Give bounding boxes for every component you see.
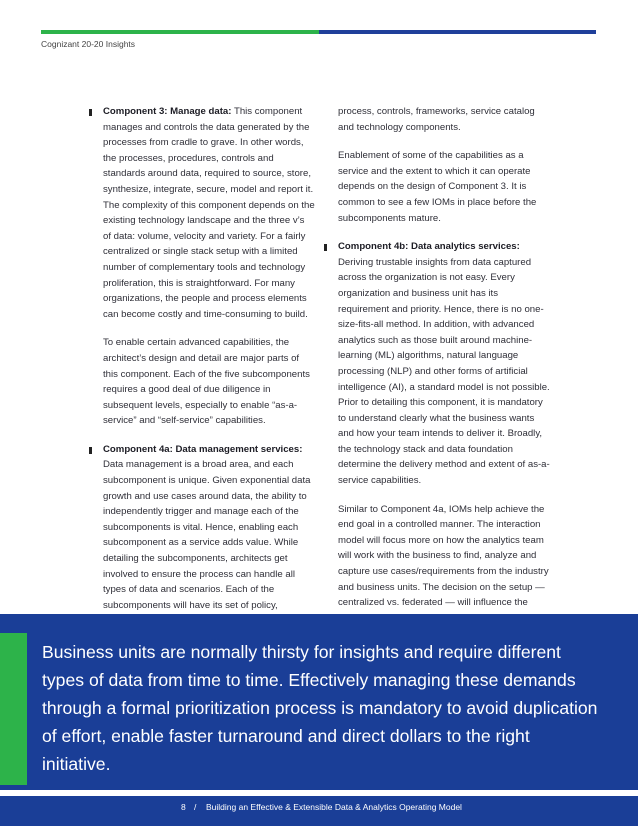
component3-body: This component manages and controls the data generated by the processes from cradle to grave. In other words, the processes, procedures, controls and standards around data, required to source, store, synthesize, integrate, secure, model and report it. The complexity of this component depends on the existing technology landscape and the three v’s of data: volume, velocity and variety. For a fairly centralized or single stack setup with a limited number of complementary tools and technology proliferation, this is straightforward. For many organizations, the people and process elements can become costly and time-consuming to build. [103,106,315,320]
top-accent-blue [319,30,596,34]
component4b-paragraph [338,239,550,489]
component4a-heading: Component 4a: Data management services: [103,443,303,455]
page-number: 8 [181,802,186,812]
component4b-body: Deriving trustable insights from data captured across the organization is not easy. Every organization and business unit has its requirement and priority. Hence, there is no one-size-fits-all method. In addition, with advanced analytics such as those built around machine-learning (ML) algorithms, natural language processing (NLP) and other forms of artificial intelligence (AI), a standard model is not possible. Prior to detailing this component, it is mandatory to understand clearly what the business wants and how your team intends to deliver it. Broadly, the technology stack and data foundation determine the delivery method and extent of as-a-service capabilities. [338,256,550,487]
enablement-paragraph: Enablement of some of the capabilities as a service and the extent to which it can operate depends on the design of Component 3. It is common to see a few IOMs in place before the subcomponents mature. [338,150,537,224]
pull-quote-box [0,614,638,790]
header-brand: Cognizant 20-20 Insights [41,39,136,49]
footer-title: Building an Effective & Extensible Data & Analytics Operating Model [206,802,462,812]
component4a-paragraph [103,442,315,614]
component4a-body: Data management is a broad area, and each subcomponent is unique. Given exponential data growth and use cases around data, the ability to independently trigger and manage each of the subcomponents is vital. Hence, enabling each subcomponent as a service adds value. While detailing the subcomponents, architects get involved to ensure the process can handle all types of data and scenarios. Each of the subcomponents will have its set of policy, [103,459,311,611]
component4b-heading: Component 4b: Data analytics services: [338,241,520,253]
similar-paragraph: Similar to Component 4a, IOMs help achieve the end goal in a controlled manner. The interaction model will focus more on how the analytics team will work with the business to find, analyze and capture use cases/requirements from the industry and business units. The decision on the setup — centralized vs. federated — will influence the [338,503,549,609]
component3-heading: Component 3: Manage data: [103,106,232,117]
footer [0,796,638,826]
pull-quote-text: Business units are normally thirsty for insights and require different types of data from time to time. Effectively managing these demands through a formal prioritization process is mandatory to avoid duplication of effort, enable faster turnaround and direct dollars to the right initiative. [42,642,598,774]
advanced-capabilities-paragraph: To enable certain advanced capabilities, the architect’s design and detail are major parts of this component. Each of the five subcomponents requires a good deal of due diligence in subsequent levels, especially to enable “as-a-service” and “self-service” capabilities. [103,337,310,427]
right-column [338,104,550,639]
top-accent-bar [41,30,596,34]
component3-paragraph [103,104,315,322]
top-accent-green [41,30,319,34]
continued-paragraph: process, controls, frameworks, service catalog and technology components. [338,106,535,133]
footer-separator: / [194,802,197,812]
left-column [103,104,315,626]
pull-quote-accent [0,633,27,785]
